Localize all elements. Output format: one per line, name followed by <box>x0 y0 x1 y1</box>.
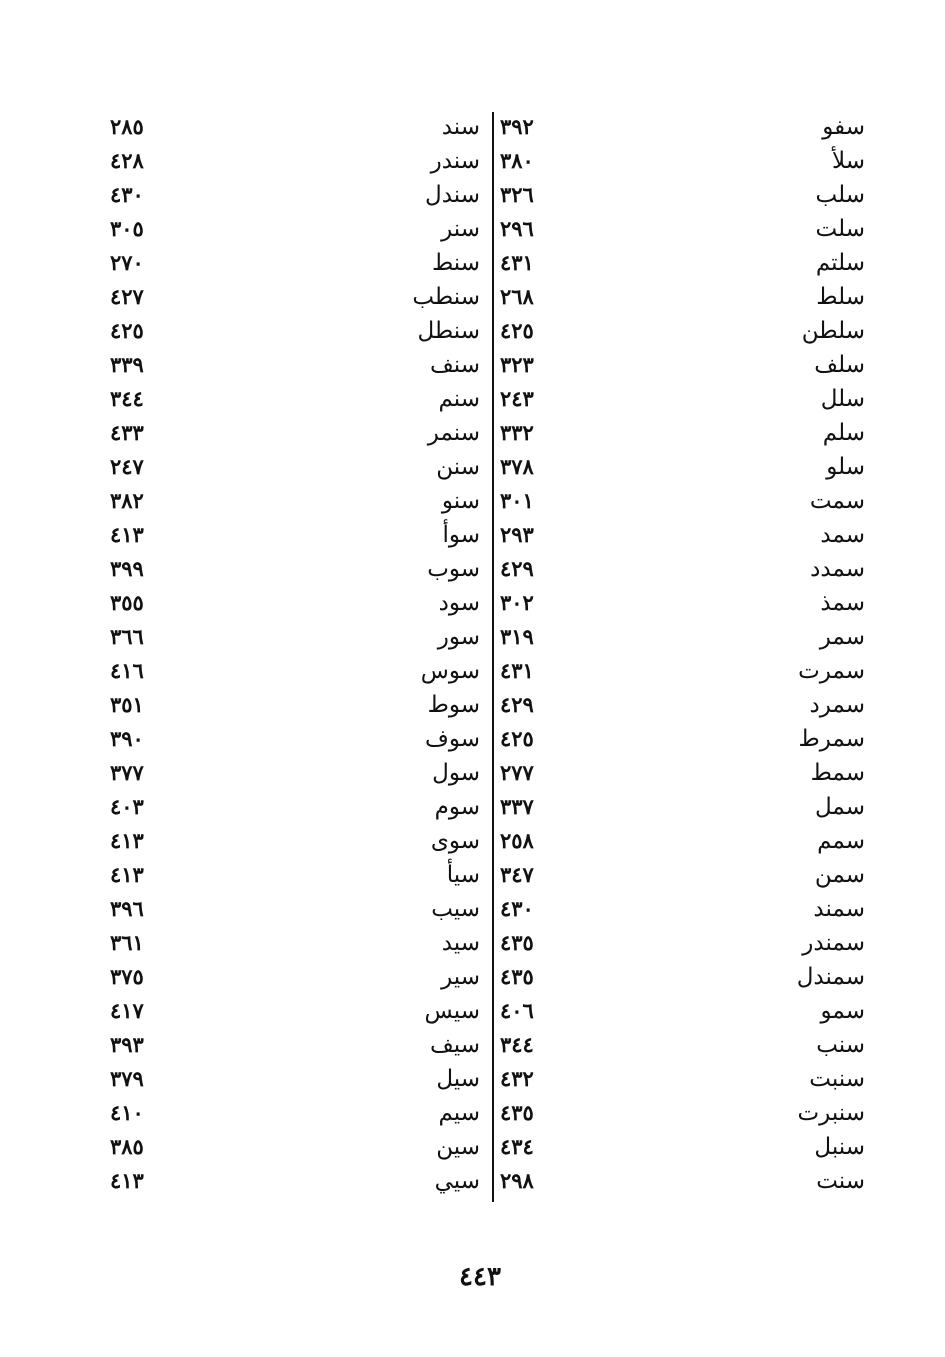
index-entry-word: سوب <box>427 556 480 582</box>
index-entry-word: سلف <box>814 352 865 378</box>
index-entry-page: ٤٢٥ <box>500 318 534 343</box>
index-entry-word: سيب <box>431 896 480 922</box>
index-entry-word: سوأ <box>442 522 480 548</box>
index-entry-page: ٤٣٤ <box>500 1134 534 1159</box>
index-entry-word: سوم <box>434 794 480 820</box>
index-entry-page: ٤١٣ <box>110 522 144 547</box>
index-entry-word: سمند <box>813 896 865 922</box>
index-entry-page: ٤٢٨ <box>110 148 144 173</box>
index-entry-page: ٢٤٣ <box>500 386 534 411</box>
index-entry-word: سير <box>441 964 480 990</box>
index-entry-word: سنبرت <box>797 1100 865 1126</box>
index-entry-page: ٣٢٣ <box>500 352 534 377</box>
index-entry-page: ٣٧٨ <box>500 454 534 479</box>
index-entry-word: سمرت <box>798 658 865 684</box>
column-divider <box>492 112 494 1202</box>
index-entry-page: ٤٣٥ <box>500 1100 534 1125</box>
index-entry-word: سنم <box>438 386 480 412</box>
index-entry-page: ٤٠٣ <box>110 794 144 819</box>
index-entry-word: سنبل <box>814 1134 865 1160</box>
index-entry-page: ٢٩٨ <box>500 1168 534 1193</box>
left-words-column <box>300 110 480 1198</box>
index-entry-page: ٣٩٣ <box>110 1032 144 1057</box>
index-entry-page: ٣٩٢ <box>500 114 534 139</box>
page-number: ٤٤٣ <box>459 1262 501 1292</box>
index-entry-page: ٣٢٦ <box>500 182 534 207</box>
index-entry-page: ٢٧٠ <box>110 250 144 275</box>
index-entry-word: سلطن <box>801 318 865 344</box>
index-entry-page: ٣٣٩ <box>110 352 144 377</box>
index-entry-page: ٤٣٥ <box>500 964 534 989</box>
index-entry-word: سلم <box>822 420 865 446</box>
index-entry-page: ٤٣٢ <box>500 1066 534 1091</box>
index-entry-word: سيد <box>441 930 480 956</box>
index-entry-page: ٣٣٧ <box>500 794 534 819</box>
index-entry-word: سمد <box>820 522 865 548</box>
index-entry-page: ٤٠٦ <box>500 998 534 1023</box>
index-entry-page: ٤١٠ <box>110 1100 144 1125</box>
index-entry-word: سوف <box>425 726 480 752</box>
index-entry-page: ٢٨٥ <box>110 114 144 139</box>
index-entry-page: ٣٦١ <box>110 930 144 955</box>
index-entry-word: سمل <box>815 794 865 820</box>
index-entry-page: ٣٩٠ <box>110 726 144 751</box>
index-entry-word: سوى <box>430 828 480 854</box>
index-entry-page: ٣٤٧ <box>500 862 534 887</box>
index-entry-page: ٣٨٢ <box>110 488 144 513</box>
index-entry-word: سلط <box>816 284 865 310</box>
index-entry-word: سمذ <box>820 590 865 616</box>
index-entry-page: ٤٢٩ <box>500 692 534 717</box>
index-entry-page: ٤١٧ <box>110 998 144 1023</box>
index-entry-word: سمط <box>810 760 865 786</box>
index-entry-word: سول <box>432 760 480 786</box>
index-entry-page: ٣٧٥ <box>110 964 144 989</box>
left-pages-column <box>110 110 165 1198</box>
index-entry-word: سنف <box>429 352 480 378</box>
index-entry-word: سلب <box>815 182 865 208</box>
index-entry-page: ٣٠٥ <box>110 216 144 241</box>
index-entry-page: ٣٧٩ <box>110 1066 144 1091</box>
index-entry-page: ٣٥٥ <box>110 590 144 615</box>
index-entry-page: ٣٣٢ <box>500 420 534 445</box>
index-entry-word: سندل <box>425 182 480 208</box>
index-entry-page: ٤١٣ <box>110 1168 144 1193</box>
index-entry-word: سوس <box>420 658 480 684</box>
right-pages-column <box>500 110 545 1198</box>
index-entry-word: سنر <box>441 216 480 242</box>
index-entry-word: سلأ <box>832 148 865 174</box>
index-entry-page: ٣٩٦ <box>110 896 144 921</box>
index-entry-word: سندر <box>430 148 480 174</box>
index-entry-word: سمندل <box>796 964 865 990</box>
index-entry-word: سنب <box>816 1032 865 1058</box>
index-entry-word: سفو <box>822 114 865 140</box>
index-entry-word: سمن <box>814 862 865 888</box>
index-entry-page: ٣٦٦ <box>110 624 144 649</box>
index-entry-word: سمرط <box>798 726 865 752</box>
index-entry-page: ٣١٩ <box>500 624 534 649</box>
index-entry-page: ٣٠٢ <box>500 590 534 615</box>
index-entry-word: سمدد <box>810 556 865 582</box>
index-entry-page: ٣٨٠ <box>500 148 534 173</box>
index-entry-page: ٢٥٨ <box>500 828 534 853</box>
index-entry-page: ٣٨٥ <box>110 1134 144 1159</box>
index-entry-word: سين <box>436 1134 480 1160</box>
index-entry-page: ٤١٦ <box>110 658 144 683</box>
index-entry-word: سود <box>438 590 480 616</box>
index-entry-page: ٤٣١ <box>500 658 534 683</box>
index-entry-word: سنطب <box>412 284 480 310</box>
index-entry-word: سور <box>437 624 480 650</box>
index-entry-word: سمندر <box>802 930 865 956</box>
index-entry-page: ٤٢٩ <box>500 556 534 581</box>
index-entry-word: سمم <box>817 828 865 854</box>
index-entry-word: سمت <box>809 488 865 514</box>
right-words-column <box>700 110 865 1198</box>
index-entry-word: سيي <box>434 1168 480 1194</box>
index-entry-word: سنمر <box>427 420 480 446</box>
index-entry-page: ٢٤٧ <box>110 454 144 479</box>
index-entry-page: ٣٤٤ <box>500 1032 534 1057</box>
index-entry-page: ٤٢٥ <box>500 726 534 751</box>
index-entry-word: سنو <box>441 488 480 514</box>
index-entry-page: ٤١٣ <box>110 862 144 887</box>
index-entry-word: سنبت <box>809 1066 865 1092</box>
index-entry-word: سيم <box>438 1100 480 1126</box>
index-entry-word: سلت <box>815 216 865 242</box>
index-entry-word: سنن <box>436 454 480 480</box>
index-entry-word: سيأ <box>446 862 480 888</box>
index-entry-word: سلل <box>820 386 865 412</box>
index-entry-word: سنط <box>431 250 480 276</box>
index-entry-page: ٤٢٧ <box>110 284 144 309</box>
index-entry-word: سمر <box>819 624 865 650</box>
index-entry-page: ٣٠١ <box>500 488 534 513</box>
index-entry-page: ٢٩٣ <box>500 522 534 547</box>
index-entry-word: سوط <box>427 692 480 718</box>
index-entry-word: سيل <box>436 1066 480 1092</box>
index-entry-page: ٢٧٧ <box>500 760 534 785</box>
index-entry-word: سيف <box>429 1032 480 1058</box>
index-entry-page: ٣٥١ <box>110 692 144 717</box>
index-entry-word: سند <box>441 114 480 140</box>
index-entry-page: ٤٣٠ <box>500 896 534 921</box>
index-entry-page: ٢٦٨ <box>500 284 534 309</box>
index-entry-word: سلو <box>826 454 865 480</box>
index-entry-page: ٤٣٠ <box>110 182 144 207</box>
index-entry-word: سنت <box>816 1168 865 1194</box>
index-entry-page: ٣٧٧ <box>110 760 144 785</box>
index-entry-word: سلتم <box>815 250 865 276</box>
index-entry-page: ٤٢٥ <box>110 318 144 343</box>
index-entry-word: سمو <box>820 998 865 1024</box>
index-entry-page: ٣٤٤ <box>110 386 144 411</box>
index-entry-word: سيس <box>424 998 480 1024</box>
index-entry-page: ٢٩٦ <box>500 216 534 241</box>
index-entry-word: سمرد <box>809 692 865 718</box>
index-entry-word: سنطل <box>417 318 480 344</box>
index-entry-page: ٤٣٥ <box>500 930 534 955</box>
index-entry-page: ٤٣٣ <box>110 420 144 445</box>
index-entry-page: ٤٣١ <box>500 250 534 275</box>
index-entry-page: ٤١٣ <box>110 828 144 853</box>
index-entry-page: ٣٩٩ <box>110 556 144 581</box>
